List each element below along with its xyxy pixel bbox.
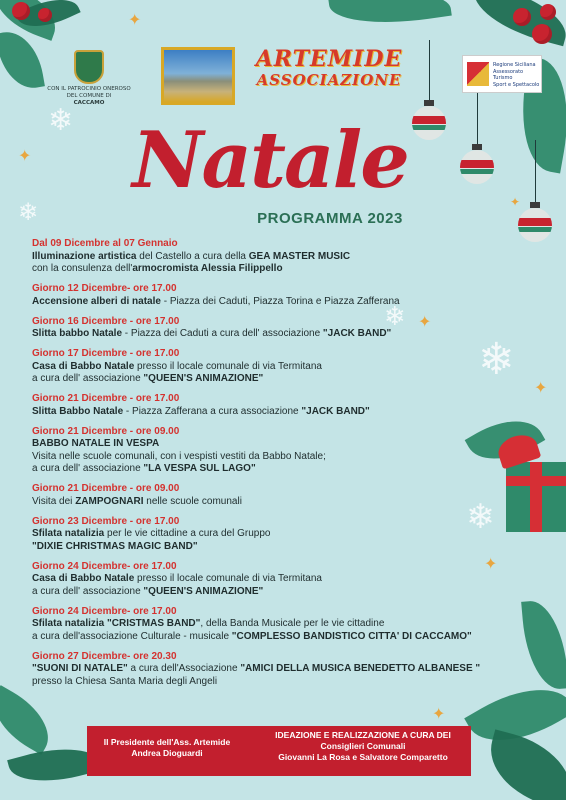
event-highlight-text: Casa di Babbo Natale bbox=[32, 573, 135, 584]
event-date: Giorno 17 Dicembre - ore 17.00 bbox=[32, 348, 180, 359]
pine-leaf-decoration bbox=[521, 598, 566, 691]
event-highlight-text: "QUEEN'S ANIMAZIONE" bbox=[143, 373, 264, 384]
event-description-line bbox=[32, 663, 502, 676]
event-text: presso il locale comunale di via Termitana bbox=[134, 573, 322, 584]
ornament-string bbox=[477, 90, 478, 146]
region-line: Regione Siciliana bbox=[493, 62, 536, 68]
event-date: Giorno 21 Dicembre - ore 09.00 bbox=[32, 483, 180, 494]
event-text: per le vie cittadine a cura del Gruppo bbox=[104, 528, 271, 539]
event-text: presso il locale comunale di via Termitana bbox=[134, 360, 322, 372]
event-date: Dal 09 Dicembre al 07 Gennaio bbox=[32, 238, 178, 249]
event-highlight-text: "JACK BAND" bbox=[322, 328, 392, 339]
event-text: - Piazza dei Caduti a cura dell' associazione bbox=[122, 328, 323, 339]
credits-title: IDEAZIONE E REALIZZAZIONE A CURA DEI bbox=[275, 730, 451, 740]
association-name: ARTEMIDE bbox=[255, 46, 403, 72]
star-icon: ✦ bbox=[128, 10, 142, 29]
event-item bbox=[32, 393, 502, 418]
patronage-line: DEL COMUNE DI bbox=[66, 93, 112, 99]
event-description-line bbox=[32, 251, 502, 264]
berry-decoration bbox=[532, 24, 552, 44]
event-text: - Piazza dei Caduti, Piazza Torina e Piazza Zafferana bbox=[160, 295, 400, 307]
trinacria-flag-icon bbox=[467, 62, 489, 86]
pine-leaf-decoration bbox=[0, 27, 45, 93]
event-highlight-text: "JACK BAND" bbox=[301, 405, 370, 417]
event-date: Giorno 24 Dicembre- ore 17.00 bbox=[32, 560, 177, 572]
president-role: Il Presidente dell'Ass. Artemide bbox=[103, 737, 231, 747]
program-subtitle: PROGRAMMA 2023 bbox=[257, 210, 403, 227]
event-description-line bbox=[32, 328, 502, 341]
event-item bbox=[32, 606, 502, 644]
ornament-ball-icon bbox=[518, 208, 552, 242]
berry-decoration bbox=[12, 2, 30, 20]
event-highlight-text: Casa di Babbo Natale bbox=[32, 360, 135, 372]
event-text: - Piazza Zafferana a cura associazione bbox=[123, 405, 302, 417]
event-item bbox=[32, 238, 502, 276]
berry-decoration bbox=[38, 8, 52, 22]
event-item bbox=[32, 651, 502, 689]
snowflake-icon: ❄ bbox=[18, 198, 39, 226]
ornament-ball-icon bbox=[460, 150, 494, 184]
region-line: Assessorato Turismo bbox=[493, 68, 524, 81]
event-highlight-text: "SUONI DI NATALE" bbox=[32, 663, 128, 674]
footer-banner bbox=[87, 726, 471, 776]
event-date: Giorno 12 Dicembre- ore 17.00 bbox=[32, 283, 177, 294]
snowflake-icon: ❄ bbox=[48, 103, 74, 138]
credits-names: Giovanni La Rosa e Salvatore Comparetto bbox=[278, 752, 448, 762]
event-item bbox=[32, 561, 502, 599]
snowflake-icon: ❄ bbox=[478, 334, 515, 385]
snowflake-icon: ❄ bbox=[384, 302, 406, 332]
ornament-string bbox=[429, 40, 430, 102]
town-photo bbox=[161, 47, 235, 105]
star-icon: ✦ bbox=[534, 378, 548, 397]
event-description-line bbox=[32, 451, 502, 464]
event-description-line bbox=[32, 463, 502, 476]
star-icon: ✦ bbox=[432, 704, 446, 723]
event-highlight-text: "LA VESPA SUL LAGO" bbox=[143, 463, 256, 474]
patronage-line: CON IL PATROCINIO ONEROSO bbox=[47, 86, 131, 92]
event-description-line bbox=[32, 373, 502, 386]
star-icon: ✦ bbox=[18, 146, 32, 165]
region-line: Sport e Spettacolo bbox=[493, 81, 540, 88]
event-description-line bbox=[32, 586, 502, 599]
pine-leaf-decoration bbox=[0, 685, 61, 755]
event-item bbox=[32, 516, 502, 554]
event-item bbox=[32, 348, 502, 386]
event-highlight-text: "AMICI DELLA MUSICA BENEDETTO ALBANESE " bbox=[240, 663, 481, 674]
town-crest-logo bbox=[74, 50, 104, 84]
event-description-line bbox=[32, 406, 502, 419]
star-icon: ✦ bbox=[510, 195, 521, 209]
event-highlight-text: "COMPLESSO BANDISTICO CITTA' DI CACCAMO" bbox=[231, 630, 472, 642]
event-text: a cura dell' associazione bbox=[32, 463, 144, 474]
event-text: a cura dell' associazione bbox=[32, 373, 144, 384]
event-description-line bbox=[32, 541, 502, 554]
pine-leaf-decoration bbox=[480, 729, 566, 800]
footer-president bbox=[87, 737, 247, 759]
event-highlight-text: GEA MASTER MUSIC bbox=[248, 250, 351, 262]
event-highlight-text: Sfilata natalizia "CRISTMAS BAND" bbox=[32, 618, 201, 629]
event-date: Giorno 23 Dicembre - ore 17.00 bbox=[32, 515, 180, 527]
event-text: a cura dell'Associazione bbox=[127, 663, 241, 674]
region-logo bbox=[462, 55, 542, 93]
main-title: Natale bbox=[132, 115, 408, 206]
event-text: , della Banda Musicale per le vie cittadine bbox=[200, 618, 385, 629]
pine-leaf-decoration bbox=[328, 0, 452, 32]
event-highlight-text: Illuminazione artistica bbox=[32, 250, 137, 262]
events-list bbox=[32, 238, 502, 688]
gift-box-icon bbox=[506, 462, 566, 532]
gift-ribbon bbox=[530, 462, 542, 532]
patronage-town: CACCAMO bbox=[73, 100, 105, 106]
event-description-line bbox=[32, 496, 502, 509]
patronage-text bbox=[44, 86, 134, 107]
event-highlight-text: Slitta babbo Natale bbox=[32, 328, 123, 339]
event-date: Giorno 21 Dicembre - ore 09.00 bbox=[32, 425, 180, 437]
event-highlight-text: "QUEEN'S ANIMAZIONE" bbox=[143, 585, 264, 597]
event-description-line bbox=[32, 573, 502, 586]
event-text: presso la Chiesa Santa Maria degli Angeli bbox=[32, 675, 218, 687]
event-description-line bbox=[32, 296, 502, 309]
event-text: a cura dell'associazione Culturale - musicale bbox=[32, 630, 232, 642]
credits-role: Consiglieri Comunali bbox=[320, 741, 406, 751]
event-description-line bbox=[32, 361, 502, 374]
star-icon: ✦ bbox=[484, 554, 498, 573]
event-text: Visita dei bbox=[32, 495, 76, 507]
event-highlight-text: Slitta Babbo Natale bbox=[32, 405, 124, 417]
event-date: Giorno 27 Dicembre- ore 20.30 bbox=[32, 650, 177, 662]
event-description-line bbox=[32, 528, 502, 541]
event-item bbox=[32, 312, 502, 341]
event-text: nelle scuole comunali bbox=[143, 495, 242, 507]
association-type: ASSOCIAZIONE bbox=[256, 71, 402, 89]
berry-decoration bbox=[513, 8, 531, 26]
event-description-line bbox=[32, 263, 502, 276]
event-item bbox=[32, 283, 502, 308]
snowflake-icon: ❄ bbox=[466, 497, 495, 537]
event-text: a cura dell' associazione bbox=[32, 585, 144, 597]
event-date: Giorno 21 Dicembre - ore 17.00 bbox=[32, 393, 180, 404]
event-description-line bbox=[32, 618, 502, 631]
event-description-line bbox=[32, 631, 502, 644]
association-logo bbox=[244, 47, 414, 89]
event-date: Giorno 16 Dicembre - ore 17.00 bbox=[32, 315, 180, 327]
event-item bbox=[32, 426, 502, 476]
footer-credits bbox=[255, 730, 471, 763]
event-item bbox=[32, 483, 502, 508]
event-text: Visita nelle scuole comunali, con i vespisti vestiti da Babbo Natale; bbox=[32, 450, 326, 462]
ornament-string bbox=[535, 140, 536, 204]
region-text bbox=[493, 62, 541, 88]
event-description-line bbox=[32, 676, 502, 689]
president-name: Andrea Dioguardi bbox=[131, 748, 203, 758]
event-highlight-text: "DIXIE CHRISTMAS MAGIC BAND" bbox=[32, 540, 198, 552]
event-date: Giorno 24 Dicembre- ore 17.00 bbox=[32, 605, 177, 617]
event-highlight-text: BABBO NATALE IN VESPA bbox=[32, 438, 160, 449]
event-highlight-text: armocromista Alessia Filippello bbox=[132, 263, 283, 274]
event-highlight-text: ZAMPOGNARI bbox=[75, 495, 144, 507]
event-description-line bbox=[32, 438, 502, 451]
event-highlight-text: Accensione alberi di natale bbox=[32, 295, 161, 307]
star-icon: ✦ bbox=[418, 312, 432, 331]
gift-ribbon bbox=[506, 476, 566, 486]
event-text: del Castello a cura della bbox=[136, 250, 249, 262]
berry-decoration bbox=[540, 4, 556, 20]
event-highlight-text: Sfilata natalizia bbox=[32, 528, 105, 539]
event-text: con la consulenza dell' bbox=[32, 263, 133, 274]
